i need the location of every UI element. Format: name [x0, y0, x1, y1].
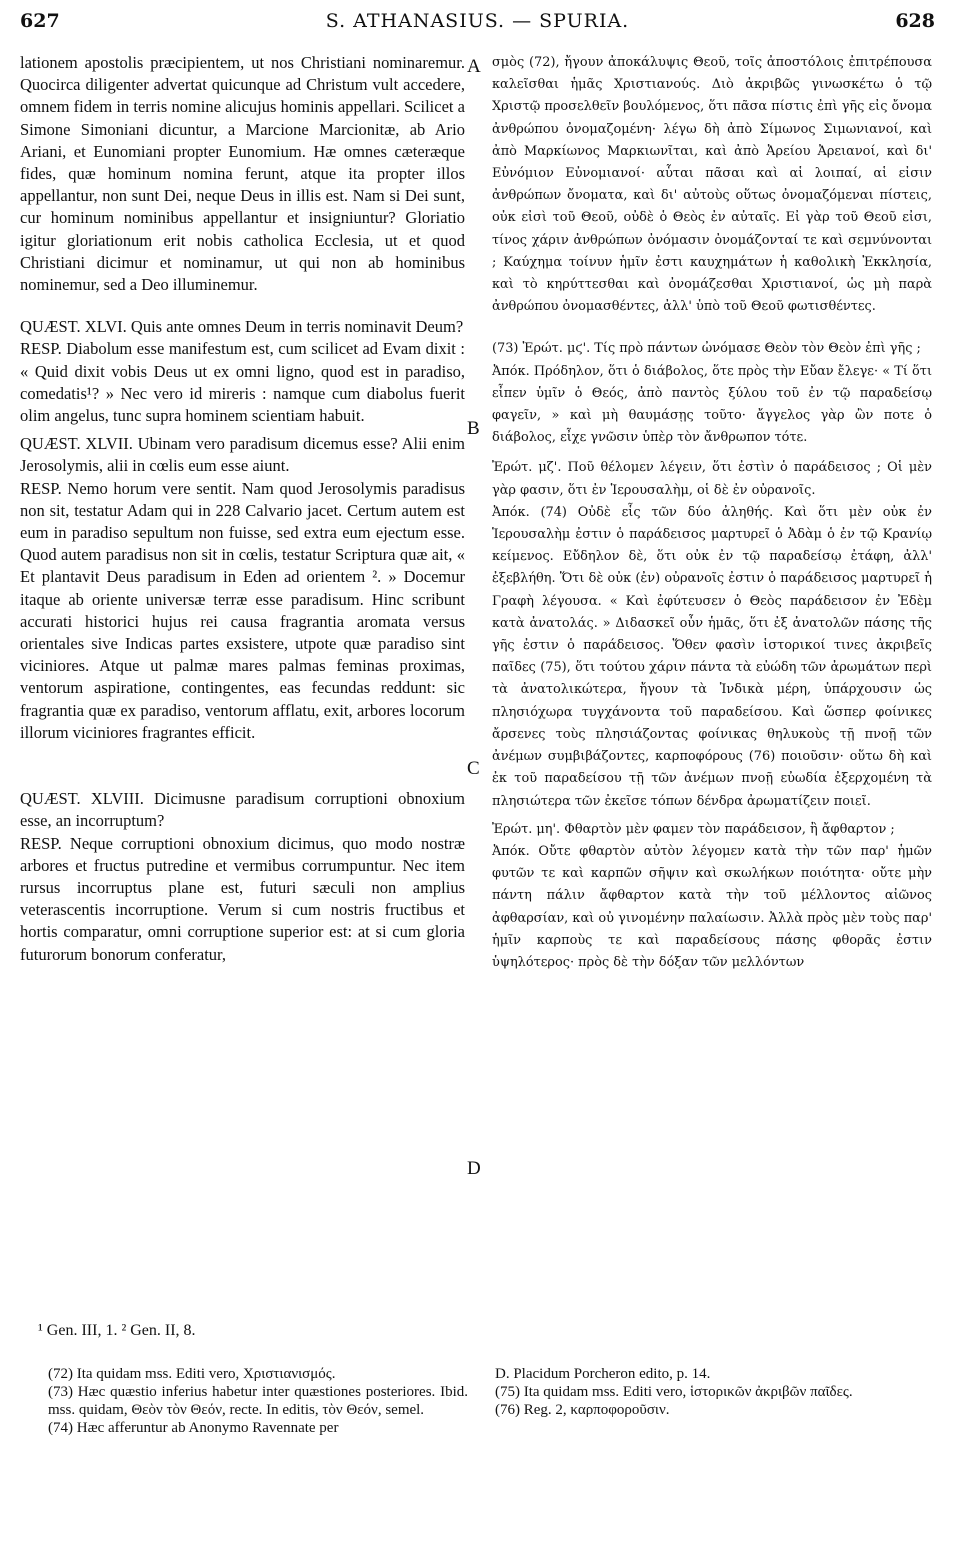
latin-paragraph: lationem apostolis præcipientem, ut nos Christiani nominaremur. Quocirca diligenter advertat quicunque ad Christum vult accedere, omnem fidem in terris nomine alicujus hominis appellari. Scilicet a Simone Simoniani dicuntur, a Marcione Marcionitæ, ab Ario Ariani, et Eunomiani propter Eunomium. Hæ omnes cæteræque fides, quæ hominum nomina ferunt, atque ita propter illos appellantur, non sunt Dei, neque Deus in illis est. Nam si Dei sunt, cur hominum nominibus appellantur et insigniuntur? Gloriatio igitur gloriationum erit nobis catholica Ecclesia, ut et quod Christiani dicimur et nominamur, ut qui non ab hominibus nominemur, sed a Deo illuminemur.	[20, 53, 465, 295]
note-72: (72) Ita quidam mss. Editi vero, Χριστιανισμός.	[48, 1366, 336, 1382]
latin-question-48: QUÆST. XLVIII. Dicimusne paradisum corruptioni obnoxium esse, an incorruptum?	[20, 789, 465, 831]
greek-question-47: Ἐρώτ. μζ'. Ποῦ θέλομεν λέγειν, ὅτι ἐστὶν ὁ παράδεισος ; Οἱ μὲν γὰρ φασιν, ὅτι ἐν Ἱερουσαλὴμ, οἱ δὲ ἐν οὐρανοῖς.	[492, 460, 932, 498]
greek-paragraph: σμὸς (72), ἤγουν ἀποκάλυψις Θεοῦ, τοῖς ἀποστόλοις ἐπιτρέπουσα καλεῖσθαι ἡμᾶς Χριστιανούς. Διὸ ἀκριβῶς γινωσκέτω ὁ τῷ Χριστῷ προσελθεῖν βουλόμενος, ὅτι πᾶσα πίστις ἐπὶ γῆς εἰς ὄνομα ἀνθρώπου ὀνομαζομένη· λέγω δὴ ἀπὸ Σίμωνος Σιμωνιανοί, καὶ ἀπὸ Μαρκίωνος Μαρκιωνῖται, καὶ ἀπὸ Ἀρείου Ἀρειανοί, καὶ δι' Εὐνόμιον Εὐνομιανοί· αὗται πᾶσαι καὶ αἱ λοιπαί, αἱ εἰσιν ἀνθρώπων ὄνοματα, καὶ δι' αὐτοὺς οὕτως ὀνομαζόμεναι πίστεις, οὐκ εἰσὶ τοῦ Θεοῦ, οὐδὲ ὁ Θεὸς ἐν αὐταῖς. Εἰ γὰρ τοῦ Θεοῦ εἰσι, τίνος χάριν ἀνθρώπων ὀνόμασιν ὀνομάζονταί τε καὶ σεμνύνονται ; Καύχημα τοίνυν ἡμῖν ἐστι καυχημάτων ἡ καθολικὴ Ἐκκλησία, καὶ τὸ κηρύττεσθαι καὶ ὀνομάζεσθαι Χριστιανοί, ὡς μὴ παρὰ ἀνθρώπου ὀνομασθέντες, ἀλλ' ὑπὸ τοῦ Θεοῦ φωτισθέντες.	[492, 55, 932, 315]
notes-left	[48, 1365, 468, 1437]
page-header	[20, 10, 935, 44]
latin-question-46: QUÆST. XLVI. Quis ante omnes Deum in terris nominavit Deum?	[20, 317, 464, 337]
page-number-right: 628	[895, 10, 935, 32]
greek-question-46: (73) Ἐρώτ. μϛ'. Τίς πρὸ πάντων ὠνόμασε Θεὸν τὸν Θεὸν ἐπὶ γῆς ;	[492, 341, 921, 357]
latin-answer-46: RESP. Diabolum esse manifestum est, cum scilicet ad Evam dixit : « Quid dixit vobis Deus ut ex omni ligno, quod est in paradiso, comedatis¹? » Nec vero id mireris : namque cum diabolus fuerit olim angelus, tunc supra hominem scientiam habuit.	[20, 339, 465, 426]
page-number-left: 627	[20, 10, 60, 32]
margin-letter-a: A	[467, 56, 481, 77]
note-76: (76) Reg. 2, καρποφοροῦσιν.	[495, 1402, 670, 1418]
greek-column	[492, 52, 932, 974]
margin-letter-c: C	[467, 758, 480, 779]
margin-letter-d: D	[467, 1158, 481, 1179]
margin-letter-b: B	[467, 418, 480, 439]
note-74: (74) Hæc afferuntur ab Anonymo Ravennate per	[48, 1420, 339, 1436]
greek-answer-46: Ἀπόκ. Πρόδηλον, ὅτι ὁ διάβολος, ὅτε πρὸς τὴν Εὔαν ἔλεγε· « Τί ὅτι εἶπεν ὑμῖν ὁ Θεός, ἀπὸ παντὸς ξύλου τοῦ ἐν τῷ παραδείσῳ φαγεῖν, » καὶ μὴ θαυμάσῃς τοῦτο· ἄγγελος γὰρ ὢν ποτε ὁ διάβολος, εἶχε γνῶσιν ὑπὲρ τὸν ἄνθρωπον τότε.	[492, 363, 932, 446]
running-title: S. ATHANASIUS. — SPURIA.	[325, 10, 630, 32]
latin-answer-47: RESP. Nemo horum vere sentit. Nam quod Jerosolymis paradisus non sit, testatur Adam qui in 228 Calvario jacet. Certum autem est eum in paradiso sepultum non fuisse, sed extra eum ejectum esse. Quod autem paradisus non sit in cœlis, testatur Scriptura quæ ait, « Et plantavit Deus paradisum in Eden ad orientem ². » Docemur itaque ab oriente universæ terræ esse paradisum. Hinc scribunt accurati historici hujus rei causa fragrantia aromata versus orientales sive Indicas partes exsistere, utpote quæ paradiso sint viciniores. Atque ut palmæ mares palmas feminas proximas, ventorum aspiratione, contingentes, eas fecundas reddunt: sic fragrantia quæ ex paradiso, ventorum afflatu, exit, arbores locorum illorum viciniores fragrantes efficit.	[20, 478, 465, 742]
latin-question-47: QUÆST. XLVII. Ubinam vero paradisum dicemus esse? Alii enim Jerosolymis, alii in cœlis eum esse aiunt.	[20, 434, 465, 476]
note-75: (75) Ita quidam mss. Editi vero, ἱστορικῶν ἀκριβῶν παῖδες.	[495, 1384, 853, 1400]
latin-column	[20, 52, 465, 966]
latin-answer-48: RESP. Neque corruptioni obnoxium dicimus, quo modo nostræ arbores et fructus putredine et vermibus corrumpuntur. Nec item rursus incorruptus plane est, futuri sæculi non amplius veterascentis incorruptione. Verum si cum nostris fructibus et hortis comparatur, omni corruptione superior est: at si cum gloria futurorum bonorum conferatur,	[20, 833, 465, 964]
greek-question-48: Ἐρώτ. μη'. Φθαρτὸν μὲν φαμεν τὸν παράδεισον, ἢ ἄφθαρτον ;	[492, 821, 895, 837]
scripture-footnotes: ¹ Gen. III, 1. ² Gen. II, 8.	[38, 1322, 196, 1339]
greek-answer-47: Ἀπόκ. (74) Οὐδὲ εἷς τῶν δύο ἀληθής. Καὶ ὅτι μὲν οὐκ ἐν Ἱερουσαλὴμ ἐστιν ὁ παράδεισος μαρτυρεῖ ὁ Ἀδὰμ ὁ ἐν τῷ Κρανίῳ κείμενος. Εὔδηλον δὲ, ὅτι οὐκ ἐν τῷ παραδείσῳ ἐτάφη, ἀλλ' ἐξεβλήθη. Ὅτι δὲ οὐκ (ἐν) οὐρανοῖς ἐστιν ὁ παράδεισος μαρτυρεῖ ἡ Γραφὴ λέγουσα. « Καὶ ἐφύτευσεν ὁ Θεὸς παράδεισον ἐν Ἐδὲμ κατὰ ἀνατολάς. » Διδασκεῖ οὖν ἡμᾶς, ὅτι ἐξ ἀνατολῶν πάσης τῆς γῆς ἐστιν ὁ παράδεισος. Ὅθεν φασὶν ἱστορικοί τινες ἀκριβεῖς παῖδες (75), ὅτι τούτου χάριν πάντα τὰ εὐώδη τῶν ἀρωμάτων περὶ τὰ ἀνατολικώτερα, ἤγουν τὰ Ἰνδικὰ μέρη, ὑπάρχουσιν ὡς πλησιόχωρα τυγχάνοντα τοῦ παραδείσου. Καὶ ὥσπερ φοίνικες ἄρσενες τοὺς πλησιάζοντας φοίνικας θηλυκοὺς τῇ πνοῇ τῶν ἀνέμων συμβιβάζοντες, καρποφόρους (76) ποιοῦσιν· οὕτω δὴ καὶ ἐκ τοῦ παραδείσου τῇ τῶν ἀνέμων πνοῇ εὐωδία ἐξερχομένη τὰ πλησιώτερα τῶν ἐκεῖσε τόπων δένδρα ἀρωματίζειν ποιεῖ.	[492, 504, 932, 809]
note-74-continued: D. Placidum Porcheron edito, p. 14.	[495, 1366, 711, 1382]
note-73: (73) Hæc quæstio inferius habetur inter quæstiones posteriores. Ibid. mss. quidam, Θεὸν τὸν Θεόν, recte. In editis, τὸν Θεόν, semel.	[48, 1384, 468, 1418]
notes-right	[495, 1365, 925, 1419]
greek-answer-48: Ἀπόκ. Οὔτε φθαρτὸν αὐτὸν λέγομεν κατὰ τὴν τῶν παρ' ἡμῶν φυτῶν τε καὶ καρπῶν σῆψιν καὶ σκωλήκων ποιότητα· οὔτε μὴν πάντη πάλιν ἄφθαρτον κατὰ τὴν τοῦ μέλλοντος αἰῶνος ἀφθαρσίαν, καὶ οὐ γινομένην παλαίωσιν. Ἀλλὰ πρὸς μὲν τοὺς παρ' ἡμῖν καρποὺς τε καὶ παραδείσους πάσης φθορᾶς ἐστιν ὑψηλότερος· πρὸς δὲ τὴν δόξαν τῶν μελλόντων	[492, 843, 932, 970]
